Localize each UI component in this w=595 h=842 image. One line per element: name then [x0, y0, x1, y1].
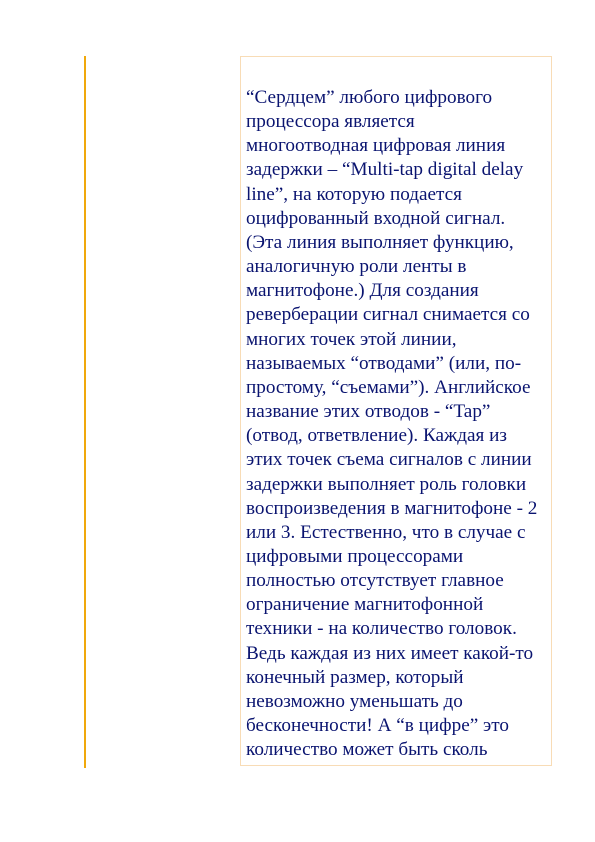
- text-line: ограничение магнитофонной: [246, 594, 484, 616]
- text-line: количество может быть сколь: [246, 739, 488, 761]
- text-line: оцифрованный входной сигнал.: [246, 207, 506, 229]
- text-line: техники - на количество головок.: [246, 618, 517, 640]
- text-line: невозможно уменьшать до: [246, 690, 463, 712]
- text-line: (Эта линия выполняет функцию,: [246, 231, 514, 253]
- text-line: цифровыми процессорами: [246, 545, 464, 567]
- left-margin-rule: [84, 56, 86, 768]
- text-line: магнитофоне.) Для создания: [246, 280, 479, 302]
- text-line: название этих отводов - “Tap”: [246, 401, 491, 423]
- text-line: или 3. Естественно, что в случае с: [246, 521, 526, 543]
- text-frame: [240, 56, 552, 766]
- text-line: задержки – “Multi-tap digital delay: [246, 159, 524, 181]
- text-line: полностью отсутствует главное: [246, 570, 504, 592]
- text-line: “Сердцем” любого цифрового: [246, 87, 493, 108]
- text-line: реверберации сигнал снимается со: [246, 304, 530, 326]
- text-line: многих точек этой линии,: [246, 328, 457, 350]
- text-line: простому, “съемами”). Английское: [246, 376, 531, 398]
- text-line: Ведь каждая из них имеет какой-то: [246, 642, 534, 664]
- text-line: этих точек съема сигналов с линии: [246, 449, 532, 471]
- text-line: многоотводная цифровая линия: [246, 135, 506, 157]
- text-line: воспроизведения в магнитофоне - 2: [246, 497, 538, 519]
- text-line: называемых “отводами” (или, по-: [246, 352, 522, 374]
- text-line: конечный размер, который: [246, 666, 464, 688]
- text-line: процессора является: [246, 111, 415, 133]
- body-paragraph: [246, 86, 552, 762]
- text-line: бесконечности! А “в цифре” это: [246, 715, 509, 737]
- text-line: аналогичную роли ленты в: [246, 256, 467, 278]
- text-line: (отвод, ответвление). Каждая из: [246, 425, 508, 447]
- text-line: задержки выполняет роль головки: [246, 473, 527, 495]
- text-line: line”, на которую подается: [246, 183, 463, 205]
